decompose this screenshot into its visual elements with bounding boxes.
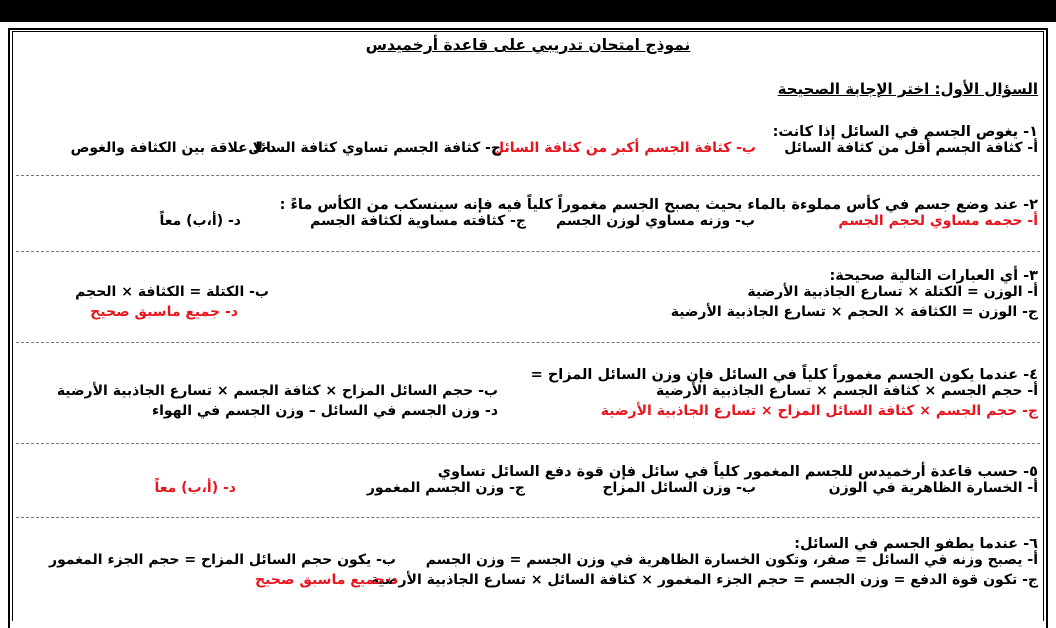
question-4-options-row1 bbox=[18, 383, 1038, 403]
q4-option-a[interactable]: أ- حجم الجسم × كثافة الجسم × تسارع الجاذبية الأرضية bbox=[655, 383, 1038, 399]
q3-option-d[interactable]: د- جميع ماسبق صحيح bbox=[90, 304, 238, 320]
q1-option-c[interactable]: ج- كثافة الجسم تساوي كثافة السائل bbox=[248, 140, 501, 156]
separator bbox=[16, 251, 1040, 252]
question-3-options-row1 bbox=[18, 284, 1038, 304]
q5-option-b[interactable]: ب- وزن السائل المزاح bbox=[602, 480, 756, 496]
q2-option-a[interactable]: أ- حجمه مساوي لحجم الجسم bbox=[838, 213, 1038, 229]
q5-option-a[interactable]: أ- الخسارة الظاهرية في الوزن bbox=[828, 480, 1038, 496]
q4-option-c[interactable]: ج- حجم الجسم × كثافة السائل المزاح × تسارع الجاذبية الأرضية bbox=[600, 403, 1038, 419]
section-heading: السؤال الأول: اختر الإجابة الصحيحة bbox=[777, 80, 1038, 98]
question-6-options-row2 bbox=[18, 572, 1038, 592]
q2-option-d[interactable]: د- (أ،ب) معاً bbox=[159, 213, 241, 229]
question-3-stem: ٣- أي العبارات التالية صحيحة: bbox=[829, 268, 1038, 284]
separator bbox=[16, 342, 1040, 343]
top-bar bbox=[0, 0, 1056, 22]
q1-option-a[interactable]: أ- كثافة الجسم أقل من كثافة السائل bbox=[784, 140, 1038, 156]
q3-option-a[interactable]: أ- الوزن = الكتلة × تسارع الجاذبية الأرضية bbox=[747, 284, 1038, 300]
question-1-stem: ١- يغوص الجسم في السائل إذا كانت: bbox=[772, 124, 1038, 140]
question-2-stem: ٢- عند وضع جسم في كأس مملوءة بالماء بحيث يصبح الجسم مغموراً كلياً فيه فإنه سينسكب من الكأس ماءً : bbox=[279, 197, 1038, 213]
q6-option-c[interactable]: ج- تكون قوة الدفع = وزن الجسم = حجم الجزء المغمور × كثافة السائل × تسارع الجاذبية الأرضية bbox=[370, 572, 1038, 588]
question-6-options-row1 bbox=[18, 552, 1038, 572]
question-1 bbox=[18, 124, 1038, 160]
q6-option-d[interactable]: د-جميع ماسبق صحيح bbox=[255, 572, 398, 588]
question-5 bbox=[18, 464, 1038, 500]
q2-option-b[interactable]: ب- وزنه مساوي لوزن الجسم bbox=[555, 213, 755, 229]
q5-option-c[interactable]: ج- وزن الجسم المغمور bbox=[366, 480, 525, 496]
question-4 bbox=[18, 367, 1038, 423]
separator bbox=[16, 517, 1040, 518]
q1-option-b[interactable]: ب- كثافة الجسم أكبر من كثافة السائل bbox=[492, 140, 756, 156]
question-2-options bbox=[18, 213, 1038, 233]
question-3-options-row2 bbox=[18, 304, 1038, 324]
question-4-stem: ٤- عندما يكون الجسم مغموراً كلياً في السائل فإن وزن السائل المزاح = bbox=[530, 367, 1038, 383]
page-frame-inner bbox=[12, 31, 1044, 621]
question-6 bbox=[18, 536, 1038, 592]
page-title: نموذج امتحان تدريبي على قاعدة أرخميدس bbox=[365, 36, 691, 54]
separator bbox=[16, 175, 1040, 176]
separator bbox=[16, 443, 1040, 444]
q1-option-d[interactable]: د-لا علاقة بين الكثافة والغوص bbox=[70, 140, 276, 156]
question-6-stem: ٦- عندما يطفو الجسم في السائل: bbox=[794, 536, 1038, 552]
q5-option-d[interactable]: د- (أ،ب) معاً bbox=[154, 480, 236, 496]
q4-option-b[interactable]: ب- حجم السائل المزاح × كثافة الجسم × تسارع الجاذبية الأرضية bbox=[56, 383, 498, 399]
question-1-options bbox=[18, 140, 1038, 160]
question-5-options bbox=[18, 480, 1038, 500]
q6-option-a[interactable]: أ- يصبح وزنه في السائل = صفر، وتكون الخسارة الظاهرية في وزن الجسم = وزن الجسم bbox=[425, 552, 1038, 568]
q3-option-c[interactable]: ج- الوزن = الكثافة × الحجم × تسارع الجاذبية الأرضية bbox=[670, 304, 1038, 320]
question-3 bbox=[18, 268, 1038, 324]
q6-option-b[interactable]: ب- يكون حجم السائل المزاح = حجم الجزء المغمور bbox=[49, 552, 396, 568]
question-5-stem: ٥- حسب قاعدة أرخميدس للجسم المغمور كلياً في سائل فإن قوة دفع السائل تساوي bbox=[437, 464, 1038, 480]
question-4-options-row2 bbox=[18, 403, 1038, 423]
question-2 bbox=[18, 197, 1038, 233]
q3-option-b[interactable]: ب- الكتلة = الكثافة × الحجم bbox=[75, 284, 269, 300]
q2-option-c[interactable]: ج- كثافته مساوية لكثافة الجسم bbox=[310, 213, 526, 229]
q4-option-d[interactable]: د- وزن الجسم في السائل – وزن الجسم في الهواء bbox=[151, 403, 498, 419]
